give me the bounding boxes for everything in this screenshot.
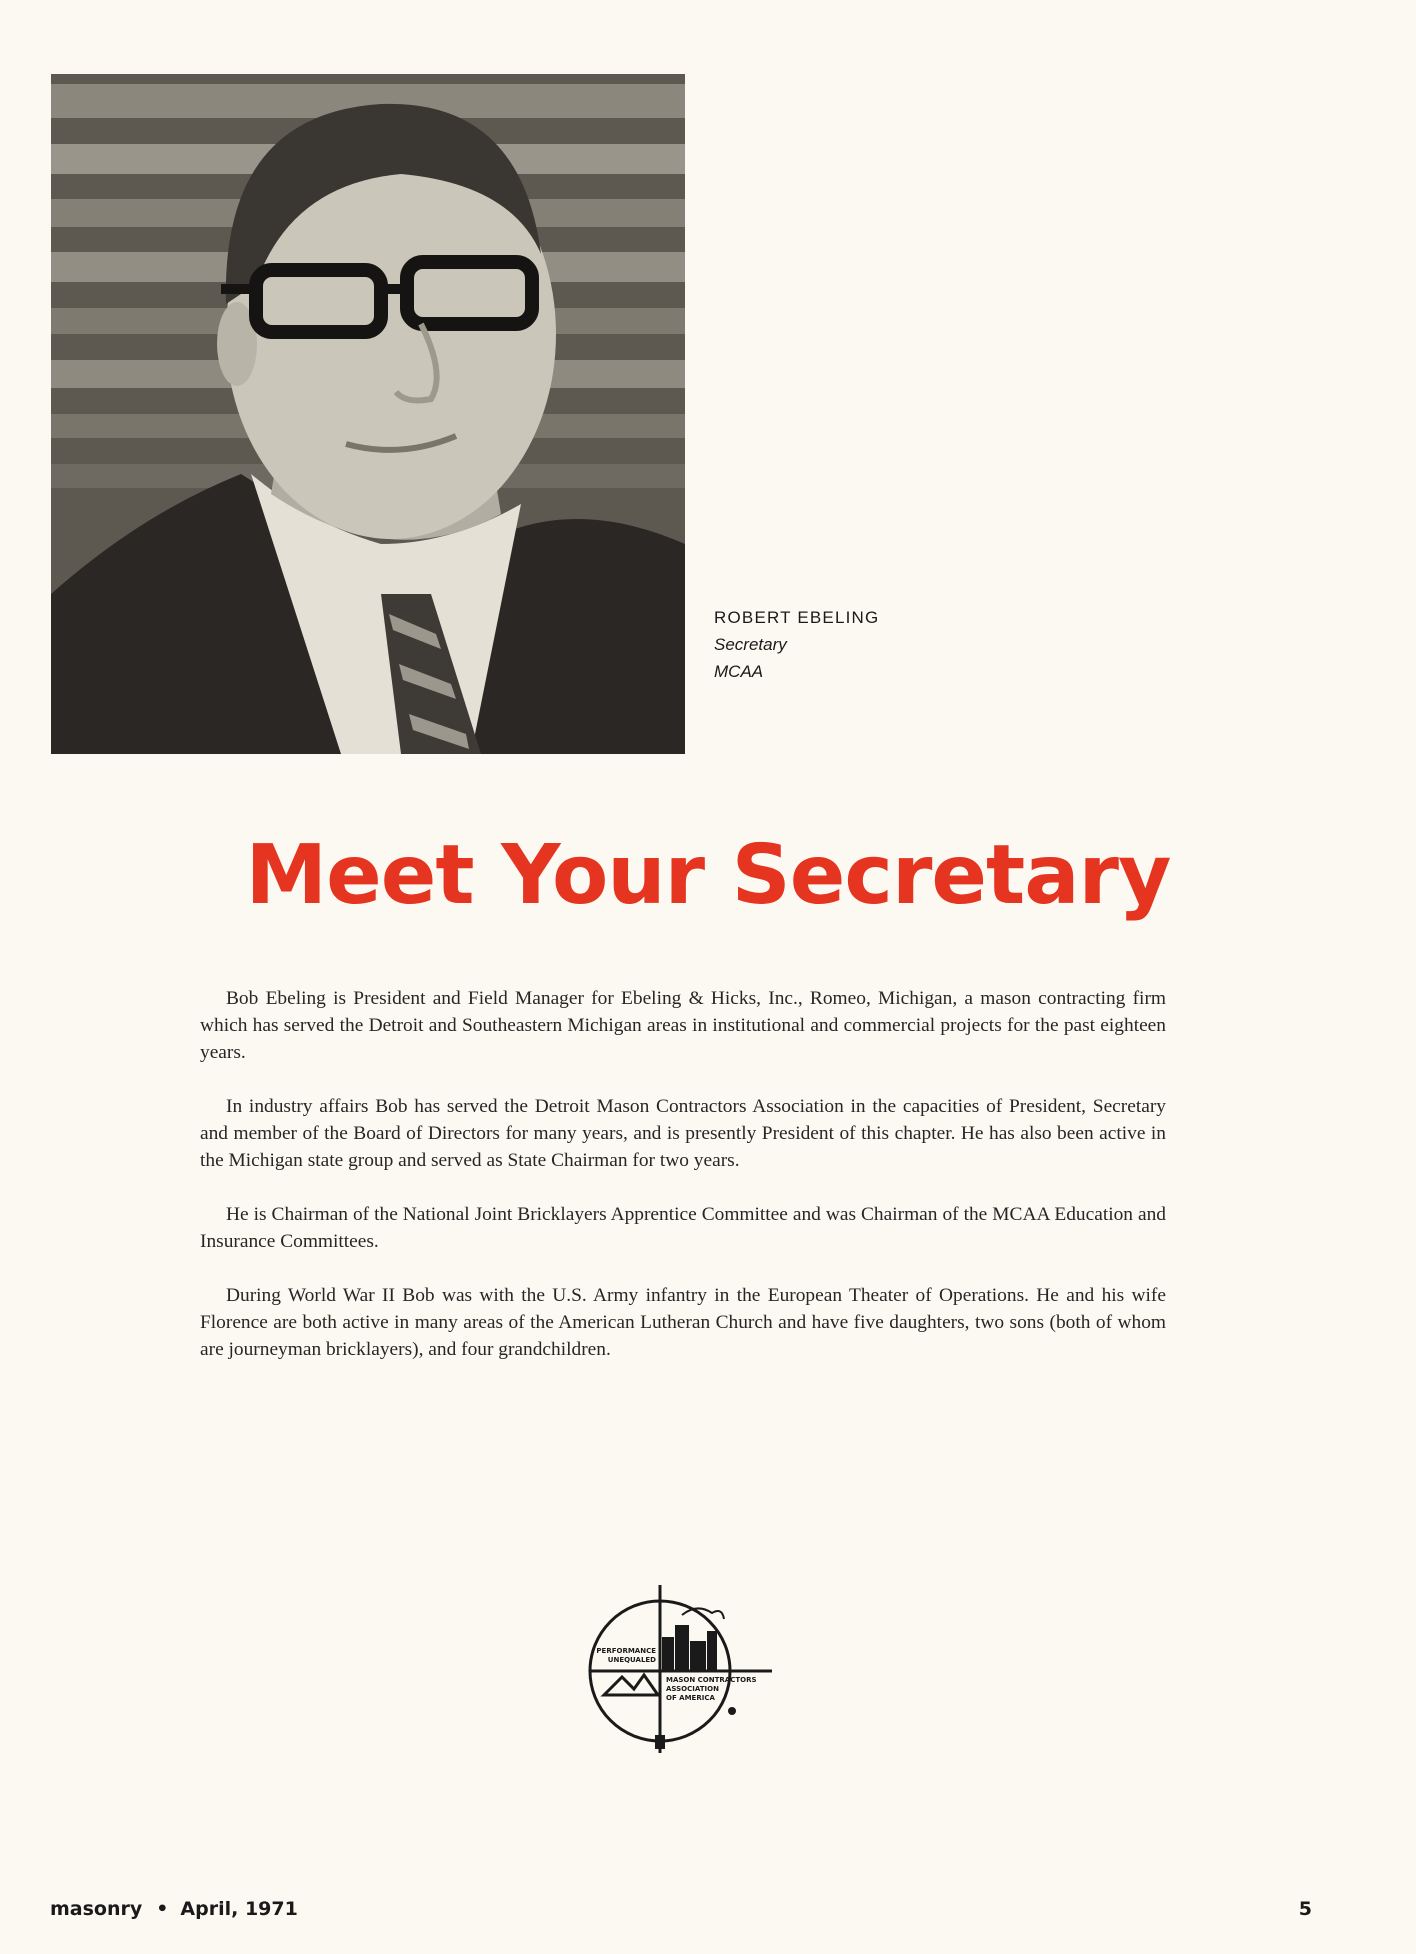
- caption-organization: MCAA: [714, 662, 764, 681]
- photo-caption: [714, 604, 879, 685]
- portrait-photo: [51, 74, 685, 754]
- caption-name: ROBERT EBELING: [714, 608, 880, 627]
- logo-text-performance: PERFORMANCE: [596, 1647, 656, 1655]
- footer-date: April, 1971: [180, 1898, 298, 1920]
- page-footer: [50, 1898, 1312, 1920]
- footer-publication: masonry: [50, 1898, 143, 1920]
- logo-text-unequaled: UNEQUALED: [607, 1656, 656, 1664]
- paragraph: Bob Ebeling is President and Field Manager for Ebeling & Hicks, Inc., Romeo, Michigan, a mason contracting firm which has served the Detroit and Southeastern Michigan areas in institutional and commercial projects for the past eighteen years.: [200, 988, 1166, 1063]
- logo-text-mason-contractors: MASON CONTRACTORS: [666, 1676, 757, 1684]
- caption-title: Secretary: [714, 635, 787, 654]
- paragraph: He is Chairman of the National Joint Bricklayers Apprentice Committee and was Chairman of the MCAA Education and Insurance Committees.: [200, 1204, 1166, 1252]
- logo-text-association: ASSOCIATION: [666, 1685, 719, 1693]
- footer-separator: •: [156, 1898, 169, 1920]
- mcaa-emblem-icon: [582, 1585, 774, 1753]
- page-number: 5: [1298, 1898, 1312, 1920]
- article-headline: Meet Your Secretary: [245, 828, 1171, 923]
- article-body: [200, 985, 1166, 1390]
- mcaa-logo: [582, 1585, 774, 1753]
- paragraph: In industry affairs Bob has served the Detroit Mason Contractors Association in the capacities of President, Secretary and member of the Board of Directors for many years, and is presently President of this chapter. He has also been active in the Michigan state group and served as State Chairman for two years.: [200, 1096, 1166, 1171]
- paragraph: During World War II Bob was with the U.S. Army infantry in the European Theater of Operations. He and his wife Florence are both active in many areas of the American Lutheran Church and have five daughters, two sons (both of whom are journeyman bricklayers), and four grandchildren.: [200, 1285, 1166, 1360]
- logo-text-of-america: OF AMERICA: [666, 1694, 715, 1702]
- portrait-image: [51, 74, 685, 754]
